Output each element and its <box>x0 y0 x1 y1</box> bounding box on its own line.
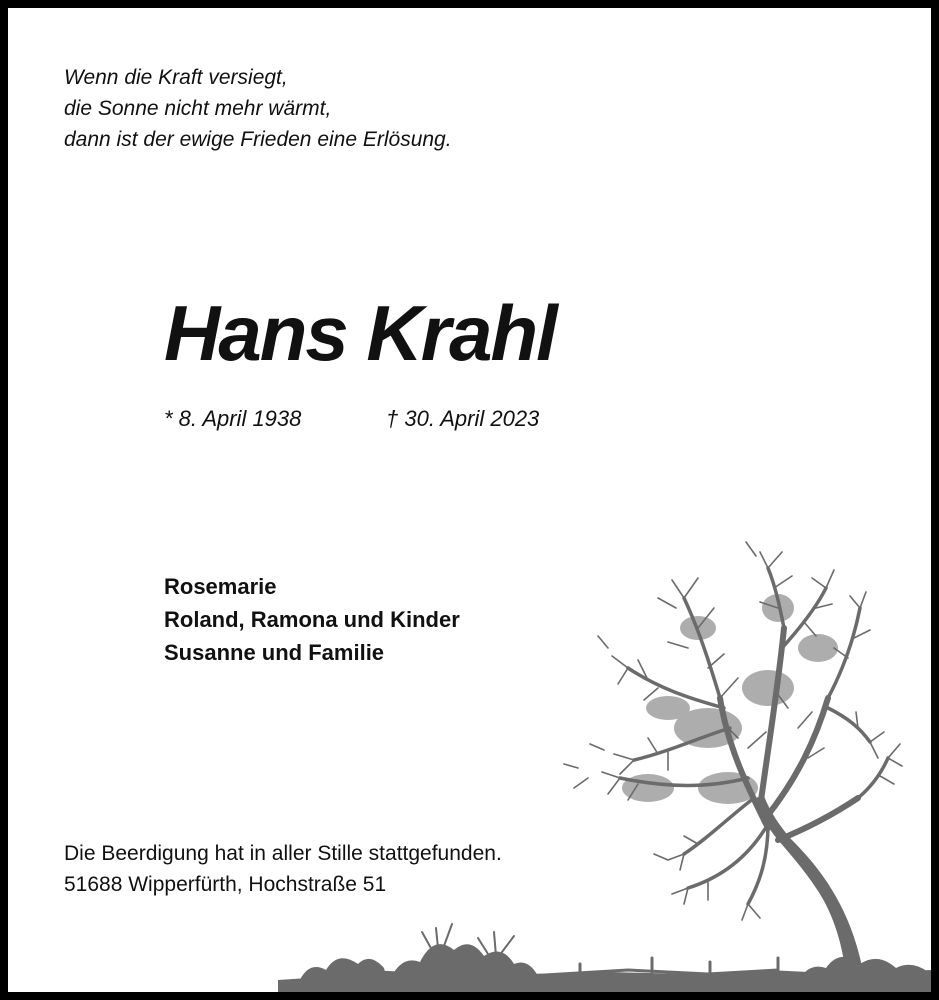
funeral-address: 51688 Wipperfürth, Hochstraße 51 <box>64 873 387 896</box>
mourner: Rosemarie <box>164 574 277 599</box>
poem-line: dann ist der ewige Frieden eine Erlösung. <box>64 128 452 151</box>
deceased-name: Hans Krahl <box>164 289 556 377</box>
mourner: Roland, Ramona und Kinder <box>164 607 460 632</box>
funeral-note: Die Beerdigung hat in aller Stille stattgefunden. <box>64 842 502 865</box>
tree-silhouette-icon <box>8 8 931 992</box>
death-date: † 30. April 2023 <box>386 406 540 431</box>
poem-line: Wenn die Kraft versiegt, <box>64 66 288 89</box>
mourner: Susanne und Familie <box>164 640 385 665</box>
birth-date: * 8. April 1938 <box>164 406 302 431</box>
poem-line: die Sonne nicht mehr wärmt, <box>64 97 332 120</box>
